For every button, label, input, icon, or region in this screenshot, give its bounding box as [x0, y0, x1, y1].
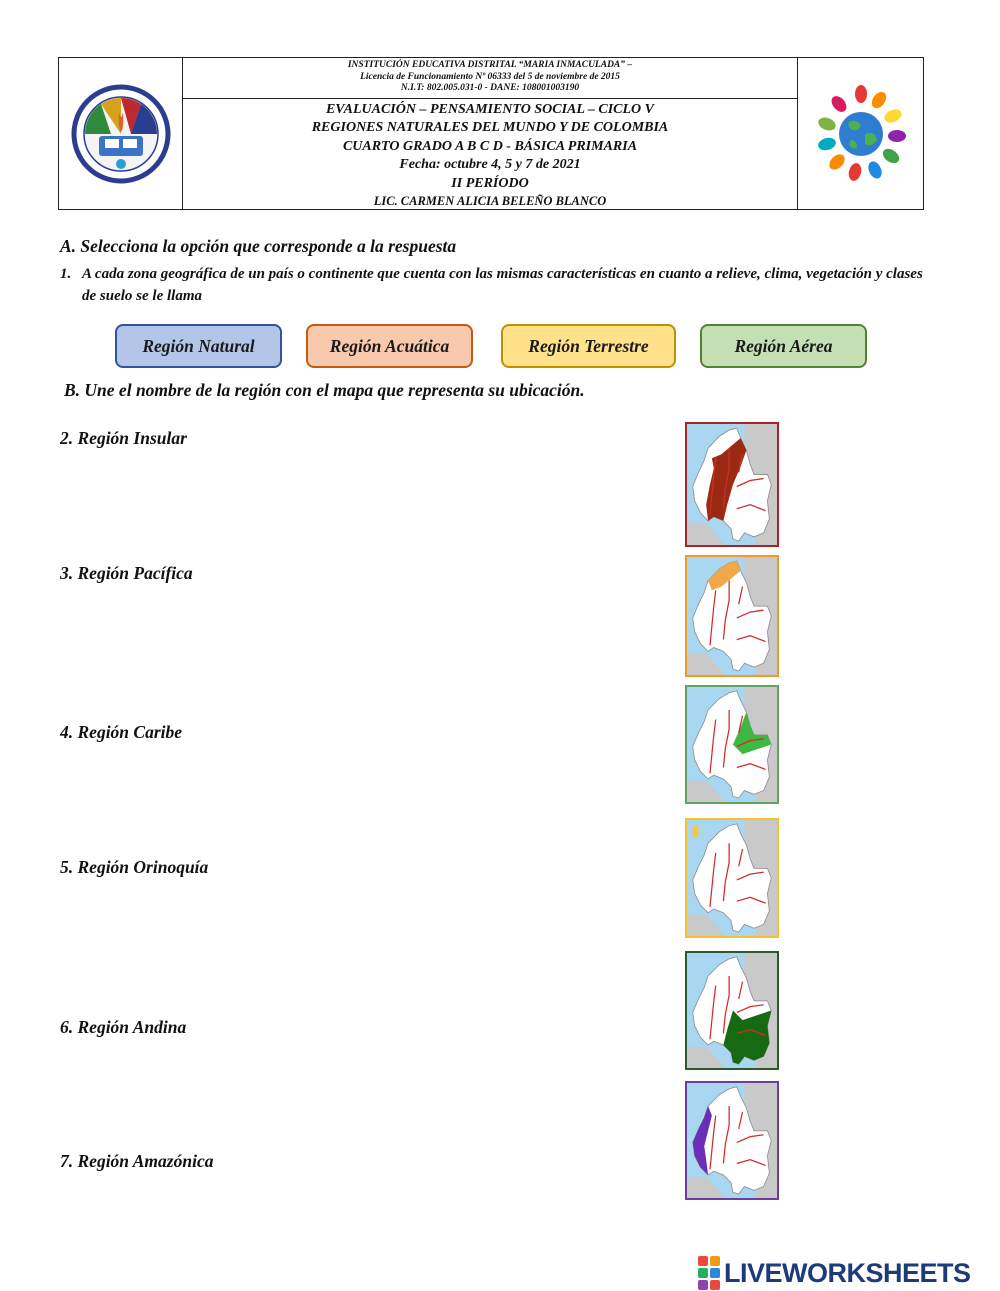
colombia-map-graphic [687, 687, 777, 802]
section-a-title: A. Selecciona la opción que corresponde a la respuesta [60, 236, 457, 256]
highlighted-region-insular [693, 826, 699, 838]
colombia-map-graphic [687, 1083, 777, 1198]
liveworksheets-icon [698, 1256, 720, 1290]
nit-line: N.I.T: 802.005.031-0 - DANE: 108001003190 [400, 83, 580, 93]
item-region-andina: 6. Región Andina [60, 1017, 187, 1037]
question-1 [60, 263, 940, 307]
colombia-map-graphic [687, 953, 777, 1068]
map-orinoquia[interactable] [685, 685, 779, 804]
globe-hands-icon [809, 84, 913, 184]
institution-block [183, 58, 797, 99]
map-insular[interactable] [685, 818, 779, 938]
item-region-pacifica: 3. Región Pacífica [60, 563, 193, 583]
item-region-orinoquia: 5. Región Orinoquía [60, 857, 209, 877]
item-region-insular: 2. Región Insular [60, 428, 187, 448]
option-region-terrestre[interactable]: Región Terrestre [501, 324, 676, 368]
option-region-natural[interactable]: Región Natural [115, 324, 282, 368]
section-b-title: B. Une el nombre de la región con el mapa que representa su ubicación. [64, 380, 585, 400]
institution-name: INSTITUCIÓN EDUCATIVA DISTRITAL “MARIA INMACULADA” – [347, 60, 633, 70]
liveworksheets-logo [698, 1256, 971, 1290]
map-caribe[interactable] [685, 555, 779, 677]
option-region-aerea[interactable]: Región Aérea [700, 324, 867, 368]
evaluation-period: II PERÍODO [451, 175, 529, 191]
option-region-acuatica[interactable]: Región Acuática [306, 324, 473, 368]
evaluation-teacher: LIC. CARMEN ALICIA BELEÑO BLANCO [373, 194, 607, 208]
header-table [58, 57, 924, 210]
evaluation-date: Fecha: octubre 4, 5 y 7 de 2021 [399, 157, 581, 172]
evaluation-title: EVALUACIÓN – PENSAMIENTO SOCIAL – CICLO V [325, 101, 655, 117]
liveworksheets-brand: LIVEWORKSHEETS [724, 1257, 971, 1288]
evaluation-topic: REGIONES NATURALES DEL MUNDO Y DE COLOMBIA [311, 120, 669, 135]
evaluation-block [183, 99, 797, 210]
colombia-map-graphic [687, 557, 777, 675]
school-seal-icon [71, 84, 171, 184]
license-line: Licencia de Funcionamiento Nº 06333 del 5 de noviembre de 2015 [360, 71, 620, 82]
globe-logo-cell [797, 58, 923, 209]
school-logo-cell [59, 58, 183, 209]
map-amazonica[interactable] [685, 951, 779, 1070]
item-region-caribe: 4. Región Caribe [60, 722, 183, 742]
colombia-map-graphic [687, 820, 777, 936]
evaluation-grade: CUARTO GRADO A B C D - BÁSICA PRIMARIA [342, 138, 638, 154]
map-andina[interactable] [685, 422, 779, 547]
header-text-cell [183, 58, 797, 209]
question-1-number: 1. [60, 266, 72, 282]
item-region-amazonica: 7. Región Amazónica [60, 1151, 214, 1171]
question-1-text: A cada zona geográfica de un país o continente que cuenta con las mismas características en cuanto a relieve, clima, vegetación y clases de suelo se le llama [82, 266, 923, 304]
colombia-map-graphic [687, 424, 777, 545]
map-pacifica[interactable] [685, 1081, 779, 1200]
